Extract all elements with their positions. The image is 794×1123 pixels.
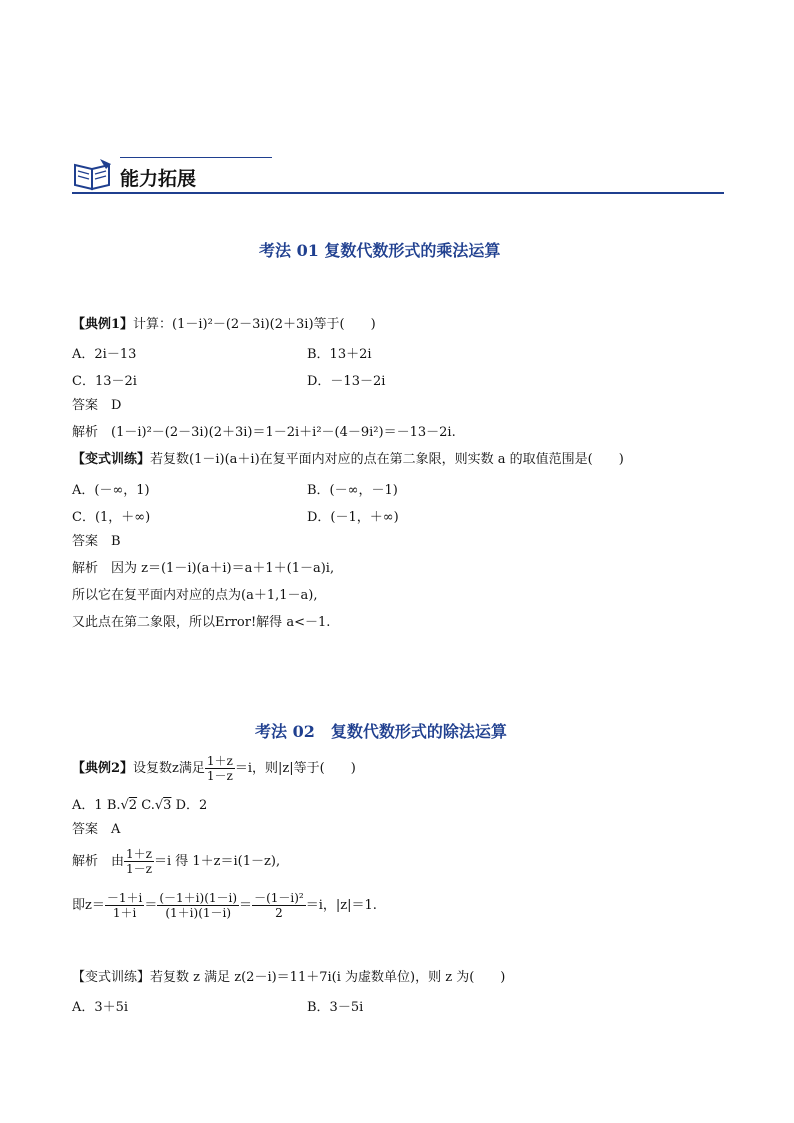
solution-line-2: 所以它在复平面内对应的点为(a＋1,1－a), bbox=[72, 588, 318, 603]
fraction-denominator: 1＋i bbox=[112, 906, 137, 920]
heading-method-01: 考法 01 复数代数形式的乘法运算 bbox=[259, 241, 501, 260]
options-line bbox=[72, 794, 207, 813]
option-d: D．2 bbox=[175, 798, 208, 813]
variant-2-question bbox=[72, 969, 505, 987]
option-c: C．13－2i bbox=[72, 374, 137, 389]
fraction bbox=[157, 891, 239, 920]
option-d: D．(－1，＋∞) bbox=[307, 510, 399, 525]
solution-line-3: 又此点在第二象限，所以Error!解得 a<－1. bbox=[72, 615, 331, 630]
question-text: 若复数 z 满足 z(2－i)＝11＋7i(i 为虚数单位)，则 z 为( ) bbox=[150, 970, 506, 985]
option-c-label: C. bbox=[141, 798, 155, 813]
question-text-post: ＝i，则|z|等于( ) bbox=[234, 761, 356, 776]
header-top-line bbox=[120, 157, 272, 158]
option-d: D．－13－2i bbox=[307, 374, 386, 389]
fraction-numerator: －(1－i)² bbox=[254, 891, 304, 905]
equals-sign: ＝ bbox=[239, 898, 253, 913]
fraction bbox=[124, 847, 154, 876]
variant-label: 【变式训练】 bbox=[72, 970, 151, 985]
solution-line-2 bbox=[72, 891, 377, 920]
example-label: 【典例2】 bbox=[72, 761, 134, 776]
example-1-question bbox=[72, 316, 376, 334]
fraction-numerator: －1＋i bbox=[106, 891, 143, 905]
option-b bbox=[107, 798, 137, 813]
fraction-denominator: 2 bbox=[275, 906, 283, 920]
variant-label: 【变式训练】 bbox=[72, 452, 151, 467]
fraction-numerator: 1＋z bbox=[126, 847, 152, 861]
solution-text: 即z＝ bbox=[72, 898, 105, 913]
option-a: A．1 bbox=[72, 798, 103, 813]
fraction-numerator: 1＋z bbox=[206, 754, 233, 768]
variant-1-question bbox=[72, 451, 624, 469]
option-c bbox=[141, 798, 171, 813]
solution-text: 解析 由 bbox=[72, 854, 125, 869]
option-b-label: B. bbox=[106, 798, 121, 813]
fraction-denominator: (1＋i)(1－i) bbox=[165, 906, 232, 920]
option-b: B．3－5i bbox=[307, 1000, 364, 1015]
section-header bbox=[72, 154, 724, 196]
option-a: A．(－∞，1) bbox=[72, 483, 150, 498]
question-text-pre: 设复数z满足 bbox=[133, 761, 205, 776]
fraction-denominator: 1－z bbox=[206, 769, 233, 783]
fraction bbox=[105, 891, 144, 920]
solution-text: ＝i 得 1＋z＝i(1－z), bbox=[153, 854, 281, 869]
radicand: 2 bbox=[128, 798, 138, 813]
open-book-icon bbox=[72, 156, 114, 192]
radicand: 3 bbox=[163, 798, 172, 813]
heading-method-02: 考法 02 复数代数形式的除法运算 bbox=[255, 722, 507, 741]
section-title: 能力拓展 bbox=[120, 168, 197, 190]
question-text: 若复数(1－i)(a＋i)在复平面内对应的点在第二象限，则实数 a 的取值范围是( ) bbox=[150, 452, 624, 467]
equals-sign: ＝ bbox=[144, 898, 158, 913]
fraction-numerator: (－1＋i)(1－i) bbox=[159, 891, 238, 905]
answer-text: 答案 A bbox=[72, 822, 121, 837]
fraction bbox=[205, 754, 235, 783]
option-c: C．(1，＋∞) bbox=[72, 510, 151, 525]
answer-text: 答案 D bbox=[72, 398, 122, 413]
fraction bbox=[252, 891, 306, 920]
answer-text: 答案 B bbox=[72, 534, 121, 549]
solution-text: ＝i，|z|＝1. bbox=[305, 898, 377, 913]
sqrt-icon: √ bbox=[154, 798, 164, 813]
fraction-denominator: 1－z bbox=[126, 862, 152, 876]
solution-line-1 bbox=[72, 847, 280, 876]
option-a: A．2i－13 bbox=[72, 347, 137, 362]
option-a: A．3＋5i bbox=[72, 1000, 129, 1015]
sqrt-icon: √ bbox=[120, 798, 129, 813]
example-2-question bbox=[72, 754, 356, 783]
question-text: 计算：(1－i)²－(2－3i)(2＋3i)等于( ) bbox=[133, 317, 376, 332]
solution-text: 解析 (1－i)²－(2－3i)(2＋3i)＝1－2i＋i²－(4－9i²)＝－13－2i. bbox=[72, 425, 456, 440]
solution-line-1: 解析 因为 z＝(1－i)(a＋i)＝a＋1＋(1－a)i, bbox=[72, 561, 335, 576]
example-label: 【典例1】 bbox=[72, 317, 134, 332]
option-b: B．13＋2i bbox=[307, 347, 372, 362]
header-divider bbox=[72, 192, 724, 194]
option-b: B．(－∞，－1) bbox=[307, 483, 398, 498]
